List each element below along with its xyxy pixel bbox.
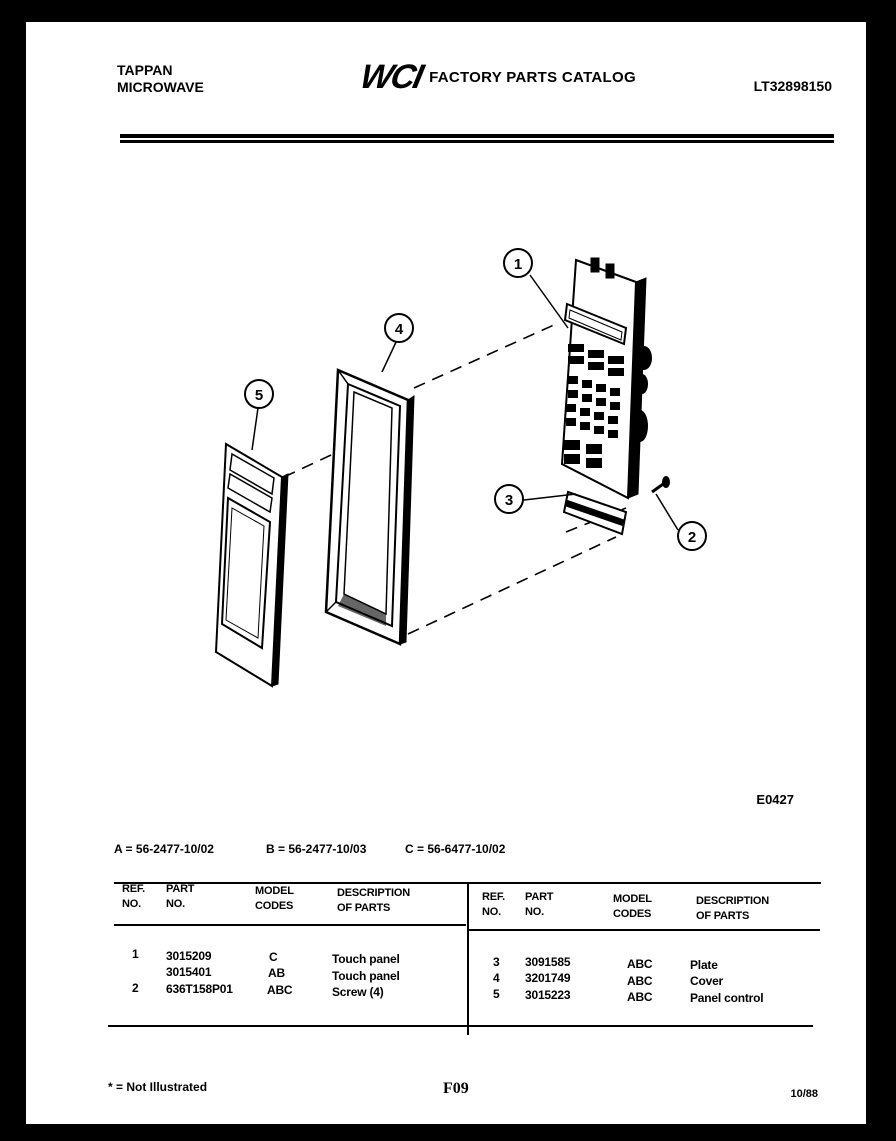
table-header-divider-left	[114, 924, 466, 926]
model-codes: C	[269, 950, 278, 964]
ref-no: 2	[132, 981, 139, 995]
model-code-a: A = 56-2477-10/02	[114, 842, 214, 856]
callout-3	[495, 485, 523, 513]
header-description-left: DESCRIPTION OF PARTS	[337, 887, 410, 914]
catalog-title: FACTORY PARTS CATALOG	[429, 68, 636, 86]
part-1-touch-panel	[562, 258, 652, 498]
header-part-no-left: PART NO.	[166, 883, 195, 910]
ref-no: 5	[493, 987, 500, 1001]
callout-2	[678, 522, 706, 550]
callout-1-label: 1	[513, 256, 523, 273]
table-header-divider-right	[469, 929, 820, 931]
part-3-plate	[564, 492, 626, 534]
part-no: 3201749	[525, 971, 571, 985]
model-number: LT32898150	[753, 78, 832, 94]
table-row	[132, 946, 138, 962]
callout-3-label: 3	[504, 492, 514, 509]
ref-no: 4	[493, 971, 500, 985]
callout-5-label: 5	[254, 387, 264, 404]
header-part-no-right: PART NO.	[525, 891, 554, 918]
callout-4	[385, 314, 413, 342]
callout-5	[245, 380, 273, 408]
footnote: * = Not Illustrated	[108, 1080, 208, 1094]
header-ref-no-left: REF. NO.	[122, 883, 146, 910]
drawing-reference: E0427	[756, 792, 794, 807]
model-code-b: B = 56-2477-10/03	[266, 842, 367, 856]
part-no: 3015223	[525, 988, 571, 1002]
page-code: F09	[443, 1080, 469, 1097]
header-ref-no-right: REF. NO.	[482, 891, 506, 918]
ref-no: 1	[132, 947, 139, 961]
table-bottom-border	[108, 1025, 813, 1027]
callout-4-label: 4	[394, 321, 404, 338]
description: Cover	[690, 974, 724, 988]
model-codes: AB	[268, 966, 285, 980]
model-code-c: C = 56-6477-10/02	[405, 842, 506, 856]
description: Plate	[690, 958, 718, 972]
part-5-panel-control	[216, 444, 288, 686]
description: Panel control	[690, 991, 764, 1005]
table-column-divider	[467, 884, 469, 1035]
model-codes: ABC	[627, 990, 653, 1004]
model-codes: ABC	[267, 983, 293, 997]
model-codes: ABC	[627, 974, 653, 988]
callout-2-label: 2	[687, 529, 697, 546]
part-2-screw	[652, 476, 670, 492]
part-4-cover-frame	[326, 370, 414, 644]
header-model-codes-left: MODEL CODES	[255, 885, 294, 912]
brand-name: TAPPAN	[117, 62, 173, 78]
part-no: 3091585	[525, 955, 571, 969]
description: Touch panel	[332, 952, 400, 966]
exploded-parts-diagram	[26, 22, 866, 782]
catalog-page	[26, 22, 866, 1124]
header-description-right: DESCRIPTION OF PARTS	[696, 895, 769, 922]
model-codes: ABC	[627, 957, 653, 971]
callout-1	[504, 249, 532, 277]
part-no: 3015209	[166, 949, 212, 963]
part-no: 3015401	[166, 965, 212, 979]
description: Touch panel	[332, 969, 400, 983]
wci-logo: WCI	[356, 58, 426, 96]
product-type: MICROWAVE	[117, 79, 204, 95]
ref-no: 3	[493, 955, 500, 969]
header-model-codes-right: MODEL CODES	[613, 893, 652, 920]
part-no: 636T158P01	[166, 982, 233, 996]
description: Screw (4)	[332, 985, 384, 999]
revision-date: 10/88	[790, 1088, 818, 1100]
